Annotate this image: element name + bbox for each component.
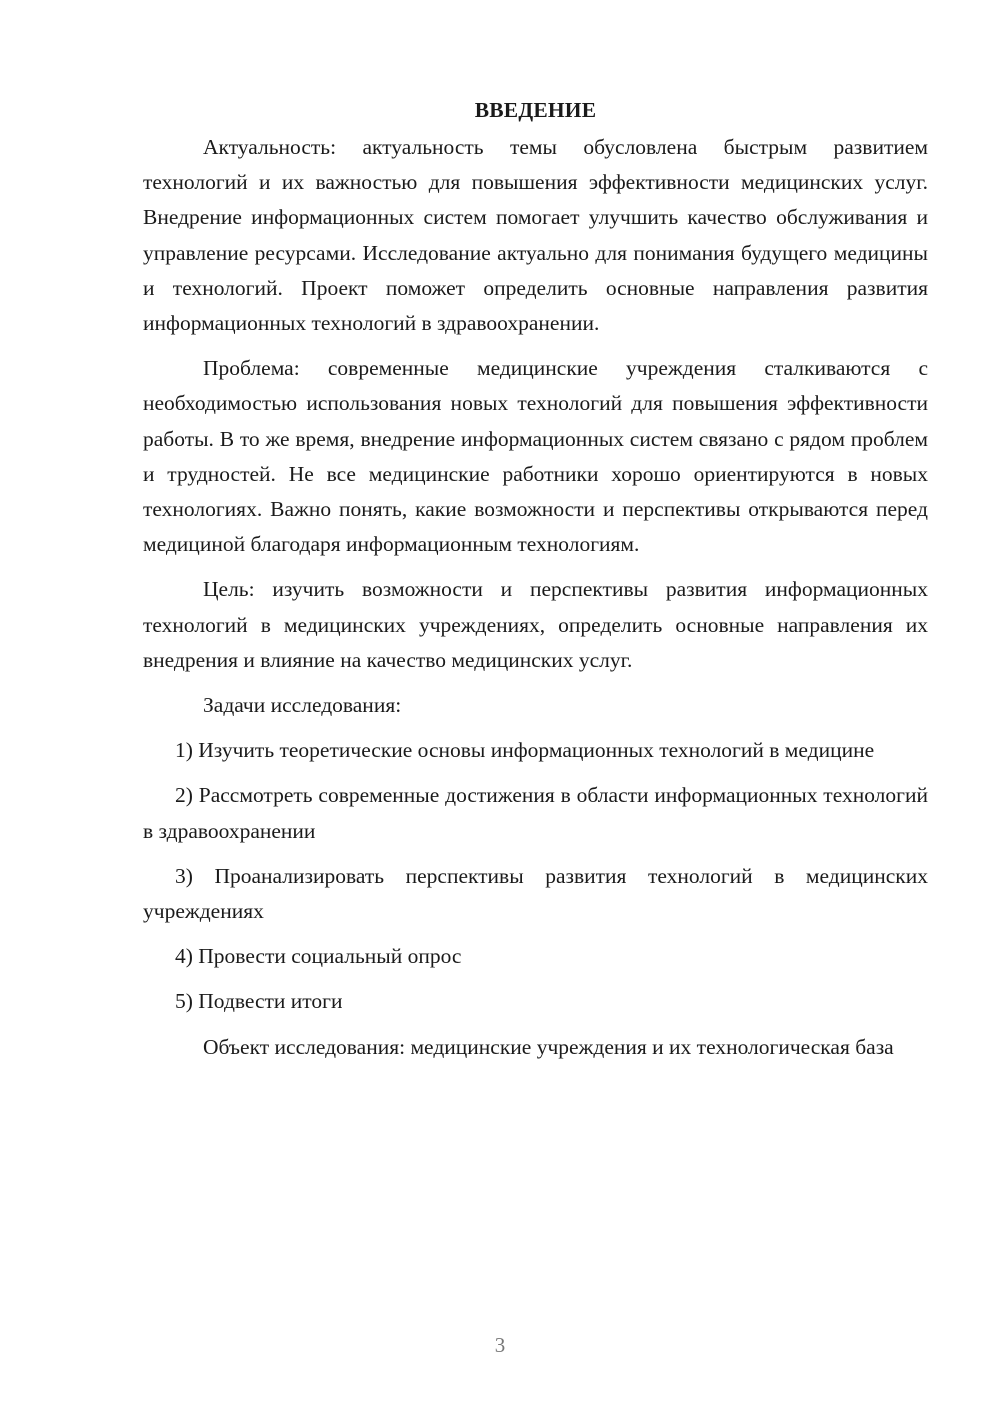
tasks-title: Задачи исследования: — [203, 693, 402, 718]
paragraph-relevance: Актуальность: актуальность темы обусловлена быстрым развитием технологий и их важностью для повышения эффективности медицинских услуг. Внедрение информационных систем помогает улучшить качество обслуживания и управление ресурсами. Исследование актуально для понимания будущего медицины и технологий. Проект поможет определить основные направления развития информационных технологий в здравоохранении. — [143, 135, 928, 336]
task-item-2: 2) Рассмотреть современные достижения в области информационных технологий в здравоохранении — [143, 783, 928, 843]
paragraph-object: Объект исследования: медицинские учреждения и их технологическая база — [203, 1034, 894, 1059]
paragraph-goal: Цель: изучить возможности и перспективы развития информационных технологий в медицинских учреждениях, определить основные направления их внедрения и влияние на качество медицинских услуг. — [143, 577, 928, 672]
task-item-5: 5) Подвести итоги — [175, 989, 343, 1014]
task-item-4: 4) Провести социальный опрос — [175, 944, 462, 969]
task-item-3: 3) Проанализировать перспективы развития технологий в медицинских учреждениях — [143, 863, 928, 924]
paragraph-problem: Проблема: современные медицинские учреждения сталкиваются с необходимостью использования новых технологий для повышения эффективности работы. В то же время, внедрение информационных систем связано с рядом проблем и трудностей. Не все медицинские работники хорошо ориентируются в новых технологиях. Важно понять, какие возможности и перспективы открываются перед медициной благодаря информационным технологиям. — [143, 356, 928, 557]
tasks-list — [143, 733, 928, 1019]
page-number: 3 — [494, 1333, 506, 1357]
section-heading: ВВЕДЕНИЕ — [474, 98, 597, 122]
document-page — [143, 92, 928, 1065]
task-item-1: 1) Изучить теоретические основы информационных технологий в медицине — [175, 738, 875, 763]
